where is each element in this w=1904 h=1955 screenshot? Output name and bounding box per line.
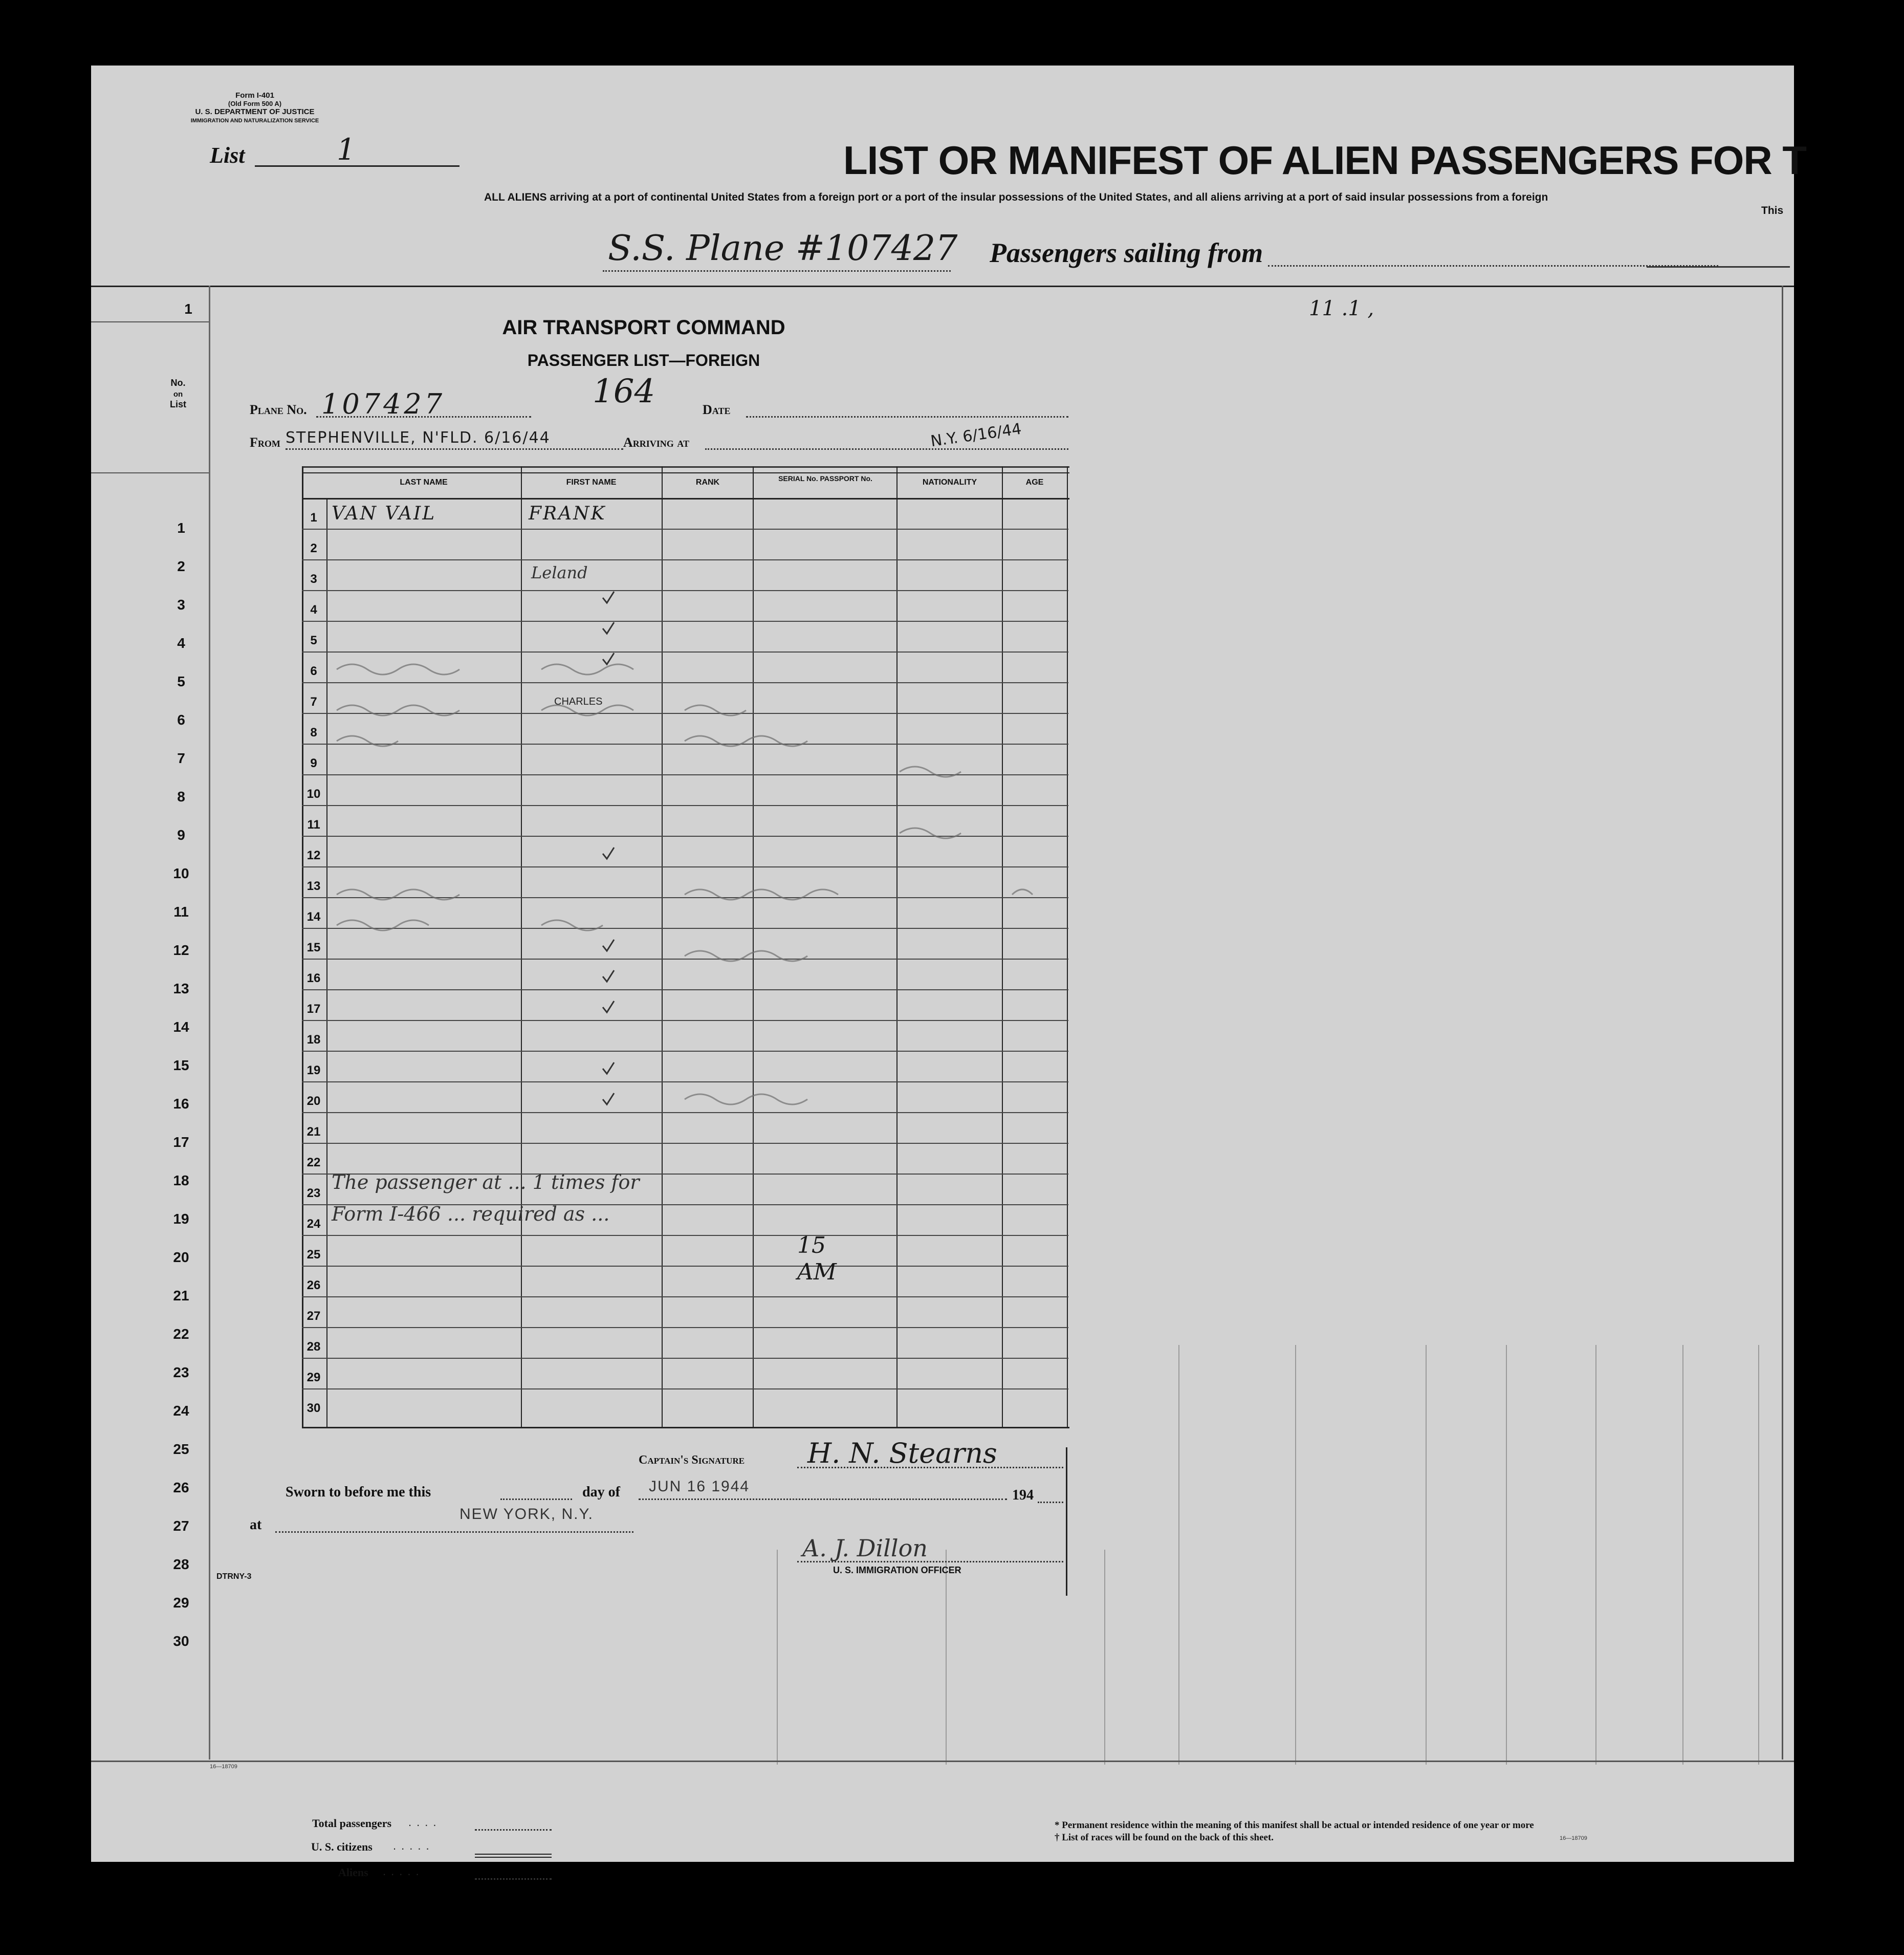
column-rule bbox=[1104, 1550, 1105, 1765]
list-label: List bbox=[210, 143, 245, 168]
officer-label: U. S. IMMIGRATION OFFICER bbox=[833, 1565, 961, 1575]
sworn-day-line bbox=[500, 1498, 572, 1500]
footer-top-rule bbox=[91, 1761, 1794, 1762]
side-row-number: 5 bbox=[177, 674, 185, 689]
atc-row-number: 15 bbox=[307, 941, 321, 954]
form-number: Form I-401 bbox=[235, 91, 274, 100]
side-label-list: List bbox=[169, 399, 186, 409]
at-line bbox=[275, 1531, 633, 1533]
arriving-line bbox=[705, 448, 1068, 450]
date-line bbox=[746, 416, 1068, 418]
sailing-from-line-2 bbox=[1647, 266, 1790, 268]
from-line bbox=[286, 448, 623, 450]
service-name: IMMIGRATION AND NATURALIZATION SERVICE bbox=[190, 118, 319, 124]
column-rule bbox=[1426, 1345, 1427, 1765]
us-citizens-line bbox=[475, 1854, 552, 1855]
date-label: Date bbox=[703, 402, 731, 417]
atc-row-number: 27 bbox=[307, 1309, 321, 1323]
old-form-number: (Old Form 500 A) bbox=[228, 100, 282, 107]
atc-row-number: 1 bbox=[310, 511, 317, 525]
col-header-last-name: LAST NAME bbox=[400, 478, 448, 487]
side-row-number: 15 bbox=[173, 1057, 189, 1073]
side-row-number: 13 bbox=[173, 981, 189, 996]
captain-signature: H. N. Stearns bbox=[807, 1437, 997, 1469]
officer-signature-line bbox=[797, 1561, 1063, 1562]
at-value: NEW YORK, N.Y. bbox=[459, 1506, 594, 1523]
col-header-first-name: FIRST NAME bbox=[566, 478, 617, 487]
manifest-sheet bbox=[91, 66, 1807, 1879]
atc-frame-right bbox=[1067, 466, 1068, 1428]
atc-row-rule bbox=[302, 529, 1068, 530]
print-code-2: 16—18709 bbox=[1560, 1835, 1587, 1841]
sworn-date-line bbox=[639, 1498, 1007, 1500]
col-header-rank: RANK bbox=[695, 478, 720, 487]
side-row-number: 4 bbox=[177, 635, 185, 651]
atc-header-bottom bbox=[302, 498, 1069, 499]
entry-last-name: VAN VAIL bbox=[332, 503, 436, 524]
atc-row-number: 26 bbox=[307, 1278, 321, 1292]
subtitle-continued: This bbox=[1761, 205, 1784, 216]
date-stamp: JUN 16 1944 bbox=[649, 1478, 750, 1495]
side-row-number: 11 bbox=[173, 904, 189, 920]
citizens-dots: ..... bbox=[393, 1839, 434, 1852]
faded-handwriting bbox=[326, 588, 1063, 1150]
captain-signature-label: Captain's Signature bbox=[639, 1453, 745, 1467]
us-citizens-label: U. S. citizens bbox=[311, 1840, 373, 1853]
atc-row-number: 16 bbox=[307, 971, 321, 985]
atc-row-number: 6 bbox=[310, 664, 317, 678]
side-row-number: 21 bbox=[173, 1288, 189, 1304]
column-rule bbox=[1595, 1345, 1596, 1765]
atc-row-number: 3 bbox=[310, 572, 317, 586]
side-row-number: 20 bbox=[173, 1249, 189, 1265]
side-label-no: No. bbox=[170, 378, 186, 388]
atc-row-number: 7 bbox=[310, 695, 317, 709]
plane-no-value: 107427 bbox=[321, 388, 446, 420]
atc-title: AIR TRANSPORT COMMAND bbox=[502, 316, 785, 339]
atc-row-number: 28 bbox=[307, 1340, 321, 1354]
atc-row-rule bbox=[302, 1296, 1068, 1297]
column-rule bbox=[777, 1550, 778, 1765]
passenger-count: 164 bbox=[593, 373, 655, 410]
col-header-age: AGE bbox=[1025, 478, 1044, 487]
footnote-races: † List of races will be found on the back of this sheet. bbox=[1055, 1832, 1274, 1843]
entry-first-name-3: CHARLES bbox=[554, 696, 603, 707]
handwritten-initials: 15 AM bbox=[797, 1232, 837, 1285]
atc-row-number: 22 bbox=[307, 1156, 321, 1169]
right-column-rule bbox=[1782, 286, 1783, 1760]
side-row-number: 12 bbox=[173, 942, 189, 958]
atc-row-number: 2 bbox=[310, 541, 317, 555]
side-row-number: 7 bbox=[177, 750, 185, 766]
side-row-number: 16 bbox=[173, 1096, 189, 1112]
department-name: U. S. DEPARTMENT OF JUSTICE bbox=[195, 107, 315, 116]
sailing-from-label: Passengers sailing from bbox=[990, 237, 1263, 268]
aliens-label: Aliens bbox=[338, 1866, 368, 1879]
atc-subtitle: PASSENGER LIST—FOREIGN bbox=[527, 351, 760, 370]
atc-row-number: 12 bbox=[307, 849, 321, 862]
side-row-number: 28 bbox=[173, 1556, 189, 1572]
side-column-number: 1 bbox=[184, 301, 192, 317]
side-row-number: 1 bbox=[177, 520, 185, 536]
footnote-residence: * Permanent residence within the meaning of this manifest shall be actual or intended residence of one year or more bbox=[1055, 1820, 1534, 1831]
atc-row-rule bbox=[302, 1358, 1068, 1359]
atc-row-number: 5 bbox=[310, 634, 317, 647]
side-row-number: 18 bbox=[173, 1172, 189, 1188]
manifest-subtitle: ALL ALIENS arriving at a port of continental United States from a foreign port or a port of the insular possessions of the United States, and all aliens arriving at a port of said insular possessions from a foreign bbox=[484, 191, 1548, 203]
atc-row-number: 30 bbox=[307, 1401, 321, 1415]
side-row-number: 23 bbox=[173, 1364, 189, 1380]
entry-first-name-2: Leland bbox=[531, 563, 588, 582]
total-dots: .... bbox=[408, 1816, 442, 1829]
sworn-label: Sworn to before me this bbox=[286, 1484, 431, 1500]
side-row-number: 9 bbox=[177, 827, 185, 843]
arriving-label: Arriving at bbox=[623, 435, 689, 450]
side-row-number: 14 bbox=[173, 1019, 189, 1035]
total-passengers-line bbox=[475, 1829, 552, 1831]
column-rule bbox=[1506, 1345, 1507, 1765]
atc-row-number: 23 bbox=[307, 1186, 321, 1200]
atc-row-number: 20 bbox=[307, 1094, 321, 1108]
side-row-number: 6 bbox=[177, 712, 185, 728]
atc-row-number: 4 bbox=[310, 603, 317, 617]
atc-row-rule bbox=[302, 1235, 1068, 1236]
side-label-on: on bbox=[173, 390, 183, 399]
atc-row-number: 19 bbox=[307, 1063, 321, 1077]
side-row-number: 26 bbox=[173, 1480, 189, 1495]
aliens-dots: ..... bbox=[383, 1865, 424, 1878]
column-rule bbox=[946, 1550, 947, 1765]
atc-row-number: 13 bbox=[307, 879, 321, 893]
total-passengers-label: Total passengers bbox=[312, 1817, 392, 1830]
table-top-rule bbox=[91, 286, 1794, 287]
year-label: 194 bbox=[1012, 1487, 1034, 1503]
atc-row-number: 10 bbox=[307, 787, 321, 801]
side-row-number: 3 bbox=[177, 597, 185, 613]
side-row-number: 27 bbox=[173, 1518, 189, 1534]
atc-row-number: 17 bbox=[307, 1002, 321, 1016]
side-row-number: 22 bbox=[173, 1326, 189, 1342]
atc-row-number: 11 bbox=[307, 818, 320, 832]
ship-plane-number: S.S. Plane #107427 bbox=[608, 228, 958, 269]
handwritten-note-line2: Form I-466 ... required as ... bbox=[332, 1203, 610, 1225]
form-code: DTRNY-3 bbox=[216, 1572, 252, 1581]
side-row-number: 19 bbox=[173, 1211, 189, 1227]
handwritten-note-line1: The passenger at ... 1 times for bbox=[332, 1171, 640, 1193]
officer-signature: A. J. Dillon bbox=[802, 1534, 928, 1562]
from-value: STEPHENVILLE, N'FLD. 6/16/44 bbox=[286, 429, 551, 447]
side-row-number: 29 bbox=[173, 1595, 189, 1611]
at-label: at bbox=[250, 1517, 262, 1533]
col-header-serial: SERIAL No. PASSPORT No. bbox=[778, 474, 872, 483]
top-scribble: 11 .1 , bbox=[1309, 297, 1374, 320]
side-header-rule bbox=[91, 321, 209, 322]
column-rule bbox=[1295, 1345, 1296, 1765]
side-row-number: 30 bbox=[173, 1633, 189, 1649]
atc-row-number: 8 bbox=[310, 726, 317, 740]
atc-row-number: 24 bbox=[307, 1217, 321, 1231]
atc-row-number: 14 bbox=[307, 910, 321, 924]
atc-row-rule bbox=[302, 559, 1068, 560]
side-row-number: 8 bbox=[177, 789, 185, 805]
atc-table-top bbox=[302, 466, 1069, 468]
aliens-line bbox=[475, 1878, 552, 1880]
atc-row-number: 21 bbox=[307, 1125, 321, 1139]
signature-block-edge bbox=[1066, 1447, 1067, 1596]
atc-table-top-2 bbox=[302, 472, 1069, 473]
column-rule bbox=[1758, 1345, 1759, 1765]
list-number: 1 bbox=[337, 132, 356, 167]
side-header-rule-2 bbox=[91, 472, 209, 473]
list-line bbox=[255, 165, 459, 167]
side-row-number: 10 bbox=[173, 865, 189, 881]
col-header-nationality: NATIONALITY bbox=[922, 478, 977, 487]
atc-row-number: 25 bbox=[307, 1248, 321, 1262]
captain-signature-line bbox=[797, 1467, 1063, 1468]
from-label: From bbox=[250, 435, 280, 450]
entry-first-name: FRANK bbox=[529, 503, 606, 524]
atc-row-number: 18 bbox=[307, 1033, 321, 1047]
column-rule bbox=[1178, 1345, 1179, 1765]
plane-no-label: Plane No. bbox=[250, 402, 307, 417]
atc-row-rule bbox=[302, 1327, 1068, 1328]
print-code: 16—18709 bbox=[210, 1764, 237, 1770]
atc-table-bottom bbox=[302, 1427, 1069, 1428]
ship-line bbox=[603, 270, 951, 272]
atc-row-rule bbox=[302, 1388, 1068, 1389]
us-citizens-line-2 bbox=[475, 1857, 552, 1858]
side-row-number: 25 bbox=[173, 1441, 189, 1457]
side-row-number: 2 bbox=[177, 558, 185, 574]
atc-row-rule bbox=[302, 1266, 1068, 1267]
arriving-value: N.Y. 6/16/44 bbox=[929, 420, 1023, 451]
atc-row-number: 29 bbox=[307, 1371, 321, 1384]
day-of-label: day of bbox=[582, 1484, 620, 1500]
year-line bbox=[1038, 1502, 1063, 1503]
side-row-number: 17 bbox=[173, 1134, 189, 1150]
page-title: LIST OR MANIFEST OF ALIEN PASSENGERS FOR T bbox=[843, 138, 1807, 183]
atc-row-number: 9 bbox=[310, 756, 317, 770]
column-rule bbox=[1682, 1345, 1683, 1765]
side-row-number: 24 bbox=[173, 1403, 189, 1419]
